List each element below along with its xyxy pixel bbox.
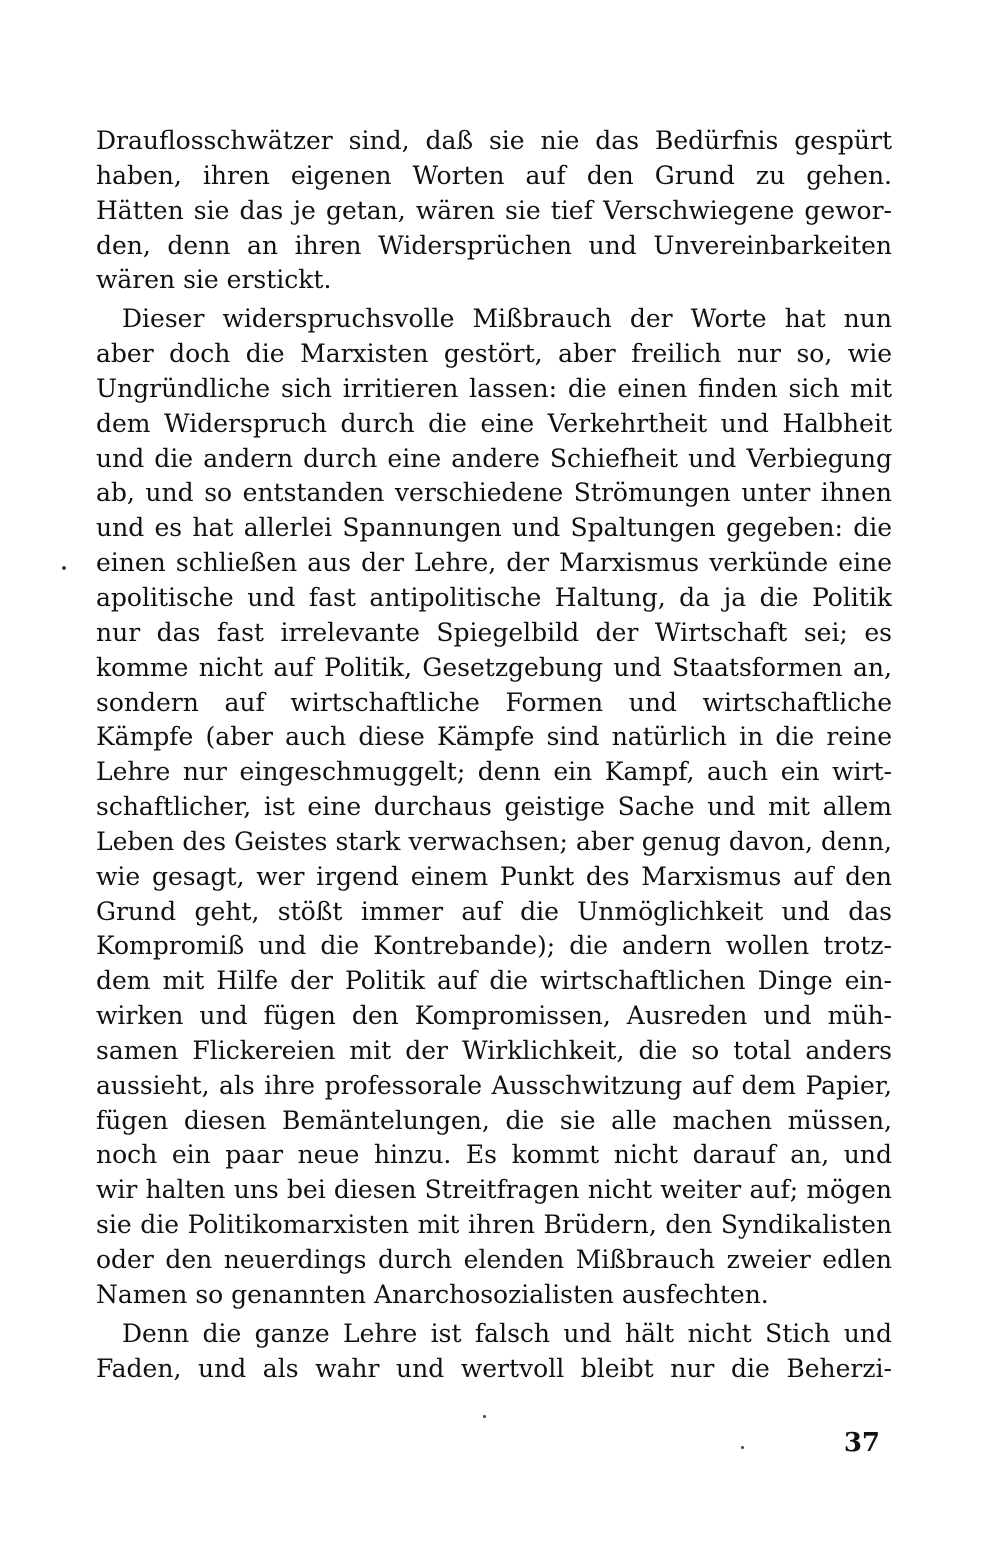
text-line: oder den neuerdings durch elenden Mißbrauch zweier edlen (96, 1245, 892, 1274)
text-line: sie die Politikomarxisten mit ihren Brüdern, den Syndikalisten (96, 1210, 892, 1240)
text-line: aussieht, als ihre professorale Ausschwitzung auf dem Papier, (96, 1070, 892, 1100)
text-line: Namen so genannten Anarchosozialisten ausfechten. (96, 1279, 769, 1309)
text-line: Grund geht, stößt immer auf die Unmöglichkeit und das (96, 896, 892, 926)
body-text (96, 124, 892, 1386)
text-line: Faden, und als wahr und wertvoll bleibt nur die Beherzi- (96, 1353, 892, 1383)
paragraph-3 (96, 1317, 892, 1387)
scan-speck (62, 566, 66, 570)
text-line: sondern auf wirtschaftliche Formen und wirtschaftliche (96, 687, 892, 717)
text-line: noch ein paar neue hinzu. Es kommt nicht darauf an, und (96, 1140, 892, 1170)
text-line: wie gesagt, wer irgend einem Punkt des Marxismus auf den (96, 861, 892, 891)
text-line: komme nicht auf Politik, Gesetzgebung und Staatsformen an, (96, 652, 892, 682)
text-line: nur das fast irrelevante Spiegelbild der Wirtschaft sei; es (96, 617, 892, 647)
text-line: einen schließen aus der Lehre, der Marxismus verkünde eine (96, 548, 892, 578)
text-line: schaftlicher, ist eine durchaus geistige Sache und mit allem (96, 792, 892, 822)
text-line: aber doch die Marxisten gestört, aber freilich nur so, wie (96, 339, 892, 369)
page-number: 37 (843, 1428, 880, 1458)
text-line: dem mit Hilfe der Politik auf die wirtschaftlichen Dinge ein- (96, 966, 892, 996)
text-line: haben, ihren eigenen Worten auf den Grund zu gehen. (96, 160, 892, 190)
scan-speck (483, 1415, 486, 1418)
text-line: wir halten uns bei diesen Streitfragen nicht weiter auf; mögen (96, 1175, 892, 1205)
text-line: Kämpfe (aber auch diese Kämpfe sind natürlich in die reine (96, 722, 892, 752)
text-line: und es hat allerlei Spannungen und Spaltungen gegeben: die (96, 513, 892, 543)
text-line: Lehre nur eingeschmuggelt; denn ein Kampf, auch ein wirt- (96, 757, 892, 787)
text-line: Hätten sie das je getan, wären sie tief Verschwiegene gewor- (96, 195, 892, 225)
text-line: samen Flickereien mit der Wirklichkeit, die so total anders (96, 1035, 892, 1065)
text-line: dem Widerspruch durch die eine Verkehrtheit und Halbheit (96, 408, 892, 438)
text-line: Ungründliche sich irritieren lassen: die einen finden sich mit (96, 373, 892, 403)
text-line: Drauflosschwätzer sind, daß sie nie das Bedürfnis gespürt (96, 126, 892, 155)
scan-speck (741, 1446, 744, 1449)
text-line: Dieser widerspruchsvolle Mißbrauch der Worte hat nun (122, 304, 892, 334)
paragraph-1 (96, 124, 892, 298)
paragraph-2 (96, 302, 892, 1312)
text-line: Kompromiß und die Kontrebande); die andern wollen trotz- (96, 931, 892, 961)
text-line: wären sie erstickt. (96, 265, 332, 295)
text-line: Denn die ganze Lehre ist falsch und hält nicht Stich und (122, 1318, 892, 1348)
text-line: apolitische und fast antipolitische Haltung, da ja die Politik (96, 582, 892, 612)
text-line: Leben des Geistes stark verwachsen; aber genug davon, denn, (96, 826, 892, 856)
text-line: wirken und fügen den Kompromissen, Ausreden und müh- (96, 1001, 892, 1031)
text-line: den, denn an ihren Widersprüchen und Unvereinbarkeiten (96, 230, 892, 260)
text-line: fügen diesen Bemäntelungen, die sie alle machen müssen, (96, 1105, 892, 1135)
text-line: und die andern durch eine andere Schiefheit und Verbiegung (96, 443, 892, 473)
text-line: ab, und so entstanden verschiedene Strömungen unter ihnen (96, 478, 892, 508)
